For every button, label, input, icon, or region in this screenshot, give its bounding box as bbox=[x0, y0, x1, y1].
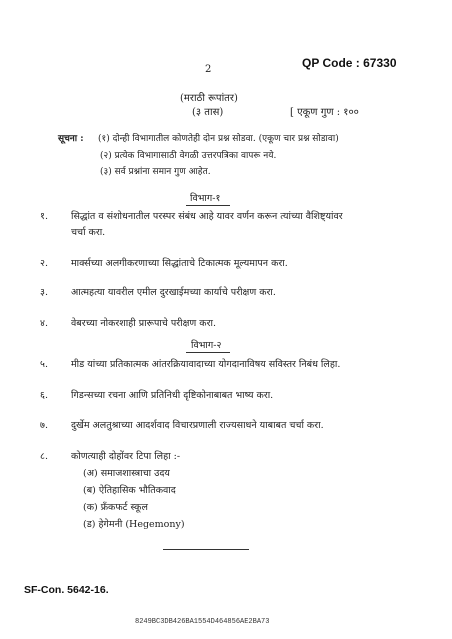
instruction-item: (१) दोन्ही विभागातील कोणतेही दोन प्रश्न सोडवा. (एकूण चार प्रश्न सोडावा) bbox=[98, 134, 339, 144]
total-marks: [ एकूण गुण : १०० bbox=[290, 107, 359, 118]
question-text: आत्महत्या यावरील एमील दुरखाईमच्या कार्याचे परीक्षण करा. bbox=[71, 287, 276, 298]
question-text: मार्क्सच्या अलगीकरणाच्या सिद्धांताचे टिकात्मक मूल्यमापन करा. bbox=[71, 258, 288, 269]
question-number: २. bbox=[40, 258, 48, 269]
question-number: ६. bbox=[40, 390, 48, 401]
question-text: वेबरच्या नोकरशाही प्रारूपाचे परीक्षण करा. bbox=[71, 318, 216, 329]
question-number: ७. bbox=[40, 420, 48, 431]
question-text: मीड यांच्या प्रतिकात्मक आंतरक्रियावादाच्या योगदानाविषय सविस्तर निबंध लिहा. bbox=[71, 359, 341, 370]
exam-duration: (३ तास) bbox=[192, 107, 224, 118]
question-text: कोणत्याही दोहोंवर टिपा लिहा :- bbox=[71, 451, 181, 462]
question-text: सिद्धांत व संशोधनातील परस्पर संबंध आहे यावर वर्णन करून त्यांच्या वैशिष्ट्यांवर bbox=[71, 211, 343, 222]
question-text: दुर्खेम अलतुश्राच्या आदर्शवाद विचारप्रणाली राज्यसाधने याबाबत चर्चा करा. bbox=[71, 420, 324, 431]
section-heading: विभाग-२ bbox=[191, 340, 222, 351]
sub-item: (अ) समाजशास्त्राचा उदय bbox=[83, 468, 170, 479]
heading-underline bbox=[186, 352, 230, 353]
question-number: ४. bbox=[40, 318, 48, 329]
end-divider bbox=[163, 549, 249, 550]
language-title: (मराठी रूपांतर) bbox=[180, 93, 238, 104]
page-number: 2 bbox=[205, 64, 212, 75]
instruction-item: (३) सर्व प्रश्नांना समान गुण आहेत. bbox=[100, 167, 211, 177]
qp-code: QP Code : 67330 bbox=[302, 56, 397, 70]
section-heading: विभाग-१ bbox=[190, 193, 221, 204]
question-number: ५. bbox=[40, 359, 48, 370]
sub-item: (ड) हेगेमनी (Hegemony) bbox=[83, 519, 185, 530]
question-number: ३. bbox=[40, 287, 48, 298]
question-number: ८. bbox=[40, 451, 48, 462]
instructions-label: सूचना : bbox=[58, 134, 84, 144]
footer-hash: 8249BC3DB426BA1554D464856AE2BA73 bbox=[135, 618, 270, 626]
question-text: चर्चा करा. bbox=[71, 227, 106, 238]
question-text: गिडन्सच्या रचना आणि प्रतिनिधी दृष्टिकोनाबाबत भाष्य करा. bbox=[71, 390, 274, 401]
footer-code: SF-Con. 5642-16. bbox=[24, 584, 109, 596]
heading-underline bbox=[186, 205, 230, 206]
sub-item: (ब) ऐतिहासिक भौतिकवाद bbox=[83, 485, 176, 496]
question-number: १. bbox=[40, 211, 48, 222]
instruction-item: (२) प्रत्येक विभागासाठी वेगळी उत्तरपत्रिका वापरू नये. bbox=[100, 151, 277, 161]
sub-item: (क) फ्रँकफर्ट स्कूल bbox=[83, 502, 148, 513]
